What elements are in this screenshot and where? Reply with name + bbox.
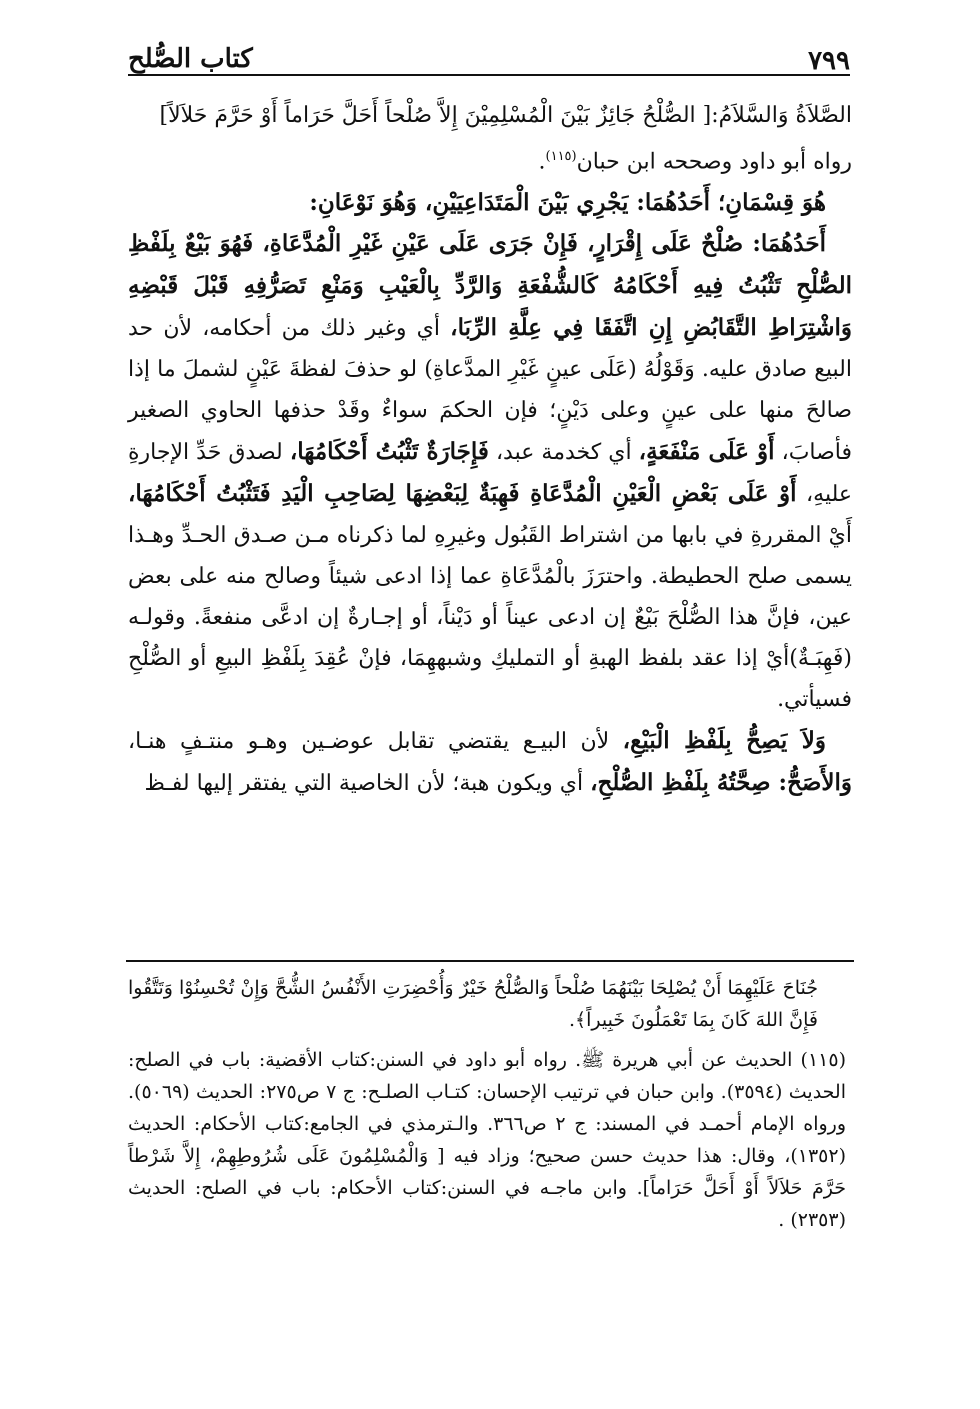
hadith-source: رواه أبو داود وصححه ابن حبان <box>576 149 852 175</box>
hadith-line: الصَّلاَةُ وَالسَّلاَمُ:[ الصُّلْحُ جَائِزٌ بَيْنَ الْمُسْلِمِيْنَ إِلاَّ صُلْحاً أَحَلَّ حَرَاماً أَوْ حَرَّمَ حَلاَلاً] <box>159 103 852 128</box>
footnote-verse-continuation: جُنَاحَ عَلَيْهِمَا أَنْ يُصْلِحَا بَيْنَهُمَا صُلْحاً وَالصُّلْحُ خَيْرٌ وَأُحْضِرَتِ الأَنْفُسُ الشُّحَّ وَإِنْ تُحْسِنُوْا وَتَتَّقُوا فَإِنَّ اللهَ كَانَ بِمَا تَعْمَلُونَ خَبِيراً﴾. <box>128 977 818 1031</box>
sharh-text-6: أي ويكون هبة؛ لأن الخاصية التي يفتقر إليها لفـظ <box>144 771 591 797</box>
sharh-text-4: أَيْ المقررةِ في بابها من اشتراط القَبُول وغيرِهِ لما ذكرناه مـن صـدق الحـدِّ وهـذا يسمى صلح الحطيطة. واحترَزَ بالْمُدَّعَاةِ عما إذا ادعى شيئاً وصالح منه على بعض عين، فإنَّ هذا الصُّلْحَ بَيْعٌ إن ادعى عيناً أو دَيْناً، أو إجـارةٌ إن ادعَّى منفعةً. وقولـه (فَهِبَـةٌ)أيْ إذا عقد بلفظ الهبةِ أو التمليكِ وشبههِمَا، فإنْ عُقِدَ بِلَفْظِ البيعِ أو الصُّلْحِ فسيأتي. <box>128 523 852 713</box>
matn-text-1: أَحَدُهُمَا: صُلْحٌ عَلَى إِقْرَارٍ، فَإِنْ جَرَى عَلَى عَيْنِ غَيْرِ الْمُدَّعَاةِ، فَهُوَ بَيْعٌ بِلَفْظِ الصُّلْحِ تَثْبُتُ فِيهِ أَحْكَامُهُ كَالشُّفْعَةِ وَالرَّدِّ بِالْعَيْبِ وَمَنْعِ تَصَرُّفِهِ قَبْلَ قَبْضِهِ وَاشْتِرَاطِ التَّقَابُضِ إِنِ اتَّفَقَا فِي عِلَّةِ الرِّبَا، <box>128 230 852 342</box>
footnotes <box>128 972 846 1236</box>
sharh-text-1: أي وغير ذلك من أحكامه، لأن حد البيع صادق عليه. وَقَوْلُهُ (عَلَى عينٍ غَيْرِ المدَّعاةِ) لو حذفَ لفظةَ عَيْنٍ لشملَ ما إذا صالحَ منها على عينٍ وعلى دَيْنٍ؛ فإن الحكمَ سواءٌ وقَدْ حذفها الحاوي الصغير فأصابَ، <box>128 316 853 466</box>
paragraph-sale-wording <box>128 720 852 804</box>
main-text <box>128 95 852 804</box>
sharh-text-3: لصدق حَدِّ الإجارةِ عليهِ، <box>128 440 852 508</box>
sharh-text-2: أي كخدمة عبد، <box>488 440 639 466</box>
sharh-text-5: لأن البيـع يقتضي تقابل عوضـين وهـو منتـفٍ هنـا، <box>128 729 623 755</box>
matn-text-6: وَالأَصَحُّ: صِحَّتُهُ بِلَفْظِ الصُّلْحِ، <box>590 769 852 797</box>
footnote-ref-115: (١١٥) <box>545 149 577 164</box>
matn-text-4: أَوْ عَلَى بَعْضِ الْعَيْنِ الْمُدَّعَاةِ فَهِبَةٌ لِبَعْضِهَا لِصَاحِبِ الْيَدِ فَتَثْبُتُ أَحْكَامُهَا، <box>128 480 797 508</box>
paragraph-first-type <box>128 223 852 720</box>
matn-text-3: فَإِجَارَةٌ تَثْبُتُ أَحْكَامُهَا، <box>289 438 489 466</box>
matn-heading: هُوَ قِسْمَانِ؛ أَحَدُهُمَا: يَجْرِي بَيْنَ الْمَتَدَاعِيَيْنِ، وَهُوَ نَوْعَانِ: <box>309 189 826 217</box>
page-number: ٧٩٩ <box>808 46 850 76</box>
footnote-115 <box>128 1044 846 1236</box>
footnote-rule <box>126 960 854 962</box>
footnote-text: الحديث عن أبي هريرة ﷺ. رواه أبو داود في السنن:كتاب الأقضية: باب في الصلح: الحديث (٣٥٩٤). وابن حبان في ترتيب الإحسان: كتـاب الصلـح: ج ٧ ص٢٧٥: الحديث (٥٠٦٩). ورواه الإمام أحمـد في المسند: ج ٢ ص٣٦٦. والـترمذي في الجامع:كتاب الأحكام: الحديث (١٣٥٢)، وقال: هذا حديث حسن صحيح؛ وزاد فيه [ وَالْمُسْلِمُونَ عَلَى شُرُوطِهِمْ، إِلاَّ شَرْطاً حَرَّمَ حَلاَلاً أَوْ أَحَلَّ حَرَاماً]. وابن ماجـه في السنن:كتاب الأحكام: باب في الصلح: الحديث (٢٣٥٣) . <box>128 1049 847 1231</box>
running-header <box>128 40 850 80</box>
hadith-source-end: . <box>538 149 546 175</box>
hadith-paragraph <box>128 95 852 182</box>
matn-text-5: وَلاَ يَصِحُّ بِلَفْظِ الْبَيْعِ، <box>622 727 827 755</box>
header-rule <box>128 74 850 76</box>
footnote-number: (١١٥) <box>800 1049 846 1071</box>
book-title: كتاب الصُّلح <box>128 44 253 74</box>
matn-text-2: أَوْ عَلَى مَنْفَعَةٍ، <box>638 438 775 466</box>
